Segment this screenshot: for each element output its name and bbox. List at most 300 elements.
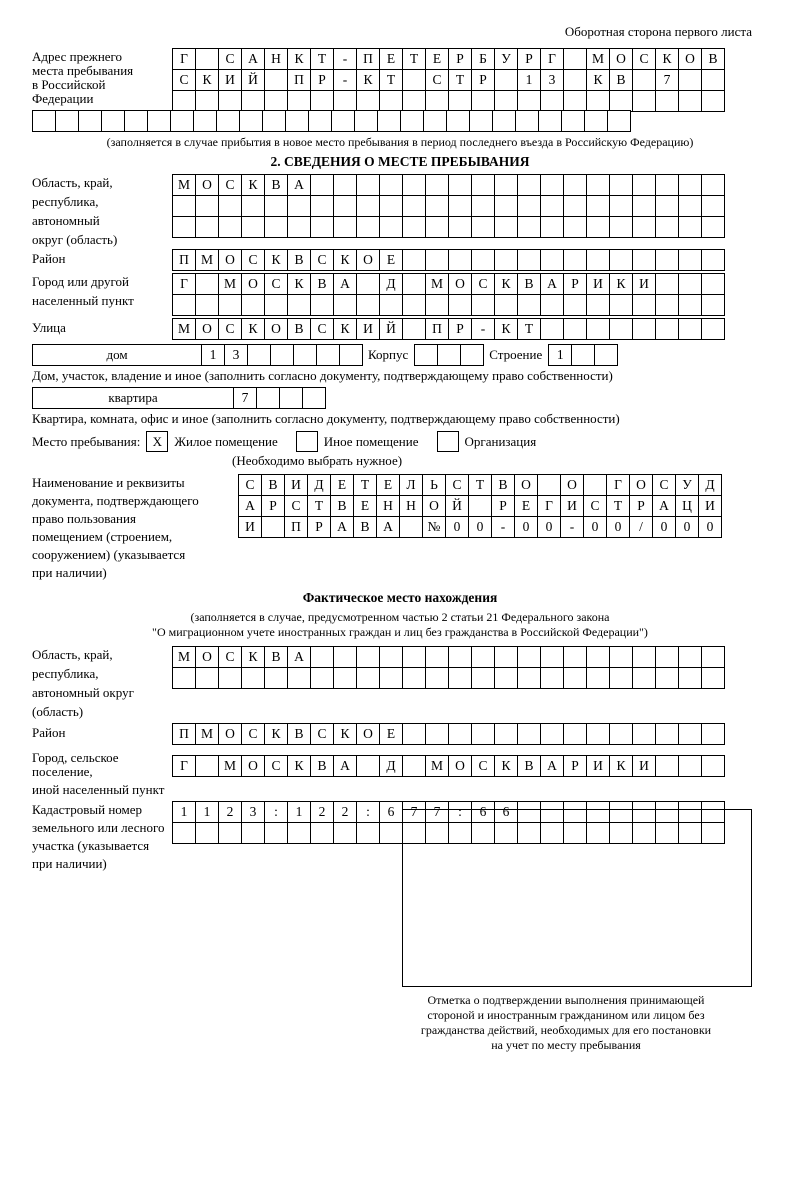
actual-region-cell-17[interactable] (563, 646, 587, 668)
cadastre-cell-6[interactable]: 2 (310, 801, 334, 823)
prev-address-cell-3[interactable] (241, 90, 265, 112)
region-cell-5[interactable] (287, 216, 311, 238)
region-cell-2[interactable] (218, 195, 242, 217)
actual-city-cell-21[interactable] (655, 755, 679, 777)
actual-region-cell-19[interactable] (609, 646, 633, 668)
prev-address-cell-22[interactable] (678, 69, 702, 91)
prev-address-cell-20[interactable] (632, 90, 656, 112)
district-cell-15[interactable] (517, 249, 541, 271)
region-cell-17[interactable] (563, 174, 587, 196)
cadastre-cell-0[interactable] (172, 822, 196, 844)
district-cell-9[interactable]: Е (379, 249, 403, 271)
prev-address-cell-15[interactable]: 1 (517, 69, 541, 91)
prev-address-cell-9[interactable]: Т (379, 69, 403, 91)
region-cell-13[interactable] (471, 216, 495, 238)
region-cell-8[interactable] (356, 216, 380, 238)
doc-cell-8[interactable]: Ь (422, 474, 446, 496)
actual-region-cell-15[interactable] (517, 667, 541, 689)
actual-city-cell-20[interactable]: И (632, 755, 656, 777)
prev-address-cell-17[interactable] (563, 48, 587, 70)
actual-city-cell-12[interactable]: О (448, 755, 472, 777)
doc-cell-18[interactable]: А (652, 495, 676, 517)
actual-district-cell-0[interactable]: П (172, 723, 196, 745)
city-cell-7[interactable]: А (333, 273, 357, 295)
prev-address-cell-22[interactable] (678, 90, 702, 112)
doc-cell-14[interactable]: И (560, 495, 584, 517)
city-cell-15[interactable] (517, 294, 541, 316)
actual-city-cell-16[interactable]: А (540, 755, 564, 777)
street-cell-2[interactable]: С (218, 318, 242, 340)
district-cell-0[interactable]: П (172, 249, 196, 271)
prev-address-cell-14[interactable] (494, 90, 518, 112)
city-cell-3[interactable] (241, 294, 265, 316)
prev-address-extra-cell-2[interactable] (78, 110, 102, 132)
actual-district-cell-17[interactable] (563, 723, 587, 745)
actual-city-cell-1[interactable] (195, 755, 219, 777)
prev-address-cell-7[interactable] (333, 90, 357, 112)
street-cell-0[interactable]: М (172, 318, 196, 340)
region-cell-15[interactable] (517, 216, 541, 238)
region-cell-0[interactable] (172, 216, 196, 238)
flat-cell-0[interactable]: 7 (233, 387, 257, 409)
cadastre-cell-13[interactable]: 6 (471, 801, 495, 823)
actual-district-cell-2[interactable]: О (218, 723, 242, 745)
region-cell-0[interactable]: М (172, 174, 196, 196)
region-cell-1[interactable] (195, 195, 219, 217)
doc-cell-14[interactable]: - (560, 516, 584, 538)
prev-address-cell-4[interactable]: Н (264, 48, 288, 70)
stroenie-cell-0[interactable]: 1 (548, 344, 572, 366)
actual-region-cell-3[interactable]: К (241, 646, 265, 668)
city-cell-17[interactable] (563, 294, 587, 316)
doc-cell-20[interactable]: Д (698, 474, 722, 496)
dom-cell-4[interactable] (293, 344, 317, 366)
doc-cell-8[interactable]: № (422, 516, 446, 538)
district-cell-21[interactable] (655, 249, 679, 271)
prev-address-cell-20[interactable] (632, 69, 656, 91)
actual-region-cell-19[interactable] (609, 667, 633, 689)
prev-address-cell-17[interactable] (563, 90, 587, 112)
street-cell-19[interactable] (609, 318, 633, 340)
actual-region-cell-20[interactable] (632, 667, 656, 689)
city-cell-14[interactable] (494, 294, 518, 316)
prev-address-cell-6[interactable] (310, 90, 334, 112)
street-cell-23[interactable] (701, 318, 725, 340)
actual-region-cell-11[interactable] (425, 646, 449, 668)
korpus-cell-0[interactable] (414, 344, 438, 366)
prev-address-cell-13[interactable] (471, 90, 495, 112)
prev-address-extra-cell-6[interactable] (170, 110, 194, 132)
prev-address-cell-2[interactable]: С (218, 48, 242, 70)
doc-cell-10[interactable] (468, 495, 492, 517)
region-cell-18[interactable] (586, 174, 610, 196)
district-cell-4[interactable]: К (264, 249, 288, 271)
prev-address-cell-16[interactable] (540, 90, 564, 112)
region-cell-21[interactable] (655, 174, 679, 196)
region-cell-12[interactable] (448, 195, 472, 217)
city-cell-4[interactable]: С (264, 273, 288, 295)
region-cell-23[interactable] (701, 174, 725, 196)
actual-city-cell-7[interactable]: А (333, 755, 357, 777)
cadastre-cell-1[interactable] (195, 822, 219, 844)
city-cell-12[interactable]: О (448, 273, 472, 295)
actual-region-cell-18[interactable] (586, 667, 610, 689)
region-cell-3[interactable]: К (241, 174, 265, 196)
doc-cell-6[interactable]: А (376, 516, 400, 538)
region-cell-10[interactable] (402, 195, 426, 217)
district-cell-19[interactable] (609, 249, 633, 271)
region-cell-9[interactable] (379, 195, 403, 217)
dom-cell-0[interactable]: 1 (201, 344, 225, 366)
cadastre-cell-4[interactable]: : (264, 801, 288, 823)
region-cell-20[interactable] (632, 174, 656, 196)
prev-address-extra-cell-25[interactable] (607, 110, 631, 132)
actual-district-cell-15[interactable] (517, 723, 541, 745)
actual-region-cell-12[interactable] (448, 646, 472, 668)
prev-address-cell-16[interactable]: Г (540, 48, 564, 70)
street-cell-1[interactable]: О (195, 318, 219, 340)
prev-address-cell-3[interactable]: А (241, 48, 265, 70)
prev-address-extra-cell-8[interactable] (216, 110, 240, 132)
doc-cell-0[interactable]: И (238, 516, 262, 538)
region-cell-6[interactable] (310, 174, 334, 196)
doc-cell-11[interactable]: В (491, 474, 515, 496)
city-cell-5[interactable] (287, 294, 311, 316)
city-cell-8[interactable] (356, 273, 380, 295)
city-cell-6[interactable]: В (310, 273, 334, 295)
prev-address-cell-3[interactable]: Й (241, 69, 265, 91)
cadastre-cell-8[interactable]: : (356, 801, 380, 823)
actual-district-cell-12[interactable] (448, 723, 472, 745)
city-cell-3[interactable]: О (241, 273, 265, 295)
korpus-cell-1[interactable] (437, 344, 461, 366)
prev-address-cell-6[interactable]: Р (310, 69, 334, 91)
prev-address-cell-20[interactable]: С (632, 48, 656, 70)
doc-cell-2[interactable]: П (284, 516, 308, 538)
cadastre-cell-4[interactable] (264, 822, 288, 844)
region-cell-1[interactable]: О (195, 174, 219, 196)
street-cell-9[interactable]: Й (379, 318, 403, 340)
region-cell-16[interactable] (540, 216, 564, 238)
doc-cell-13[interactable] (537, 474, 561, 496)
region-cell-11[interactable] (425, 174, 449, 196)
actual-region-cell-23[interactable] (701, 646, 725, 668)
doc-cell-15[interactable]: 0 (583, 516, 607, 538)
doc-cell-15[interactable]: С (583, 495, 607, 517)
region-cell-10[interactable] (402, 174, 426, 196)
city-cell-8[interactable] (356, 294, 380, 316)
city-cell-18[interactable]: И (586, 273, 610, 295)
prev-address-extra-cell-22[interactable] (538, 110, 562, 132)
doc-cell-2[interactable]: С (284, 495, 308, 517)
cadastre-cell-7[interactable] (333, 822, 357, 844)
region-cell-22[interactable] (678, 216, 702, 238)
doc-cell-12[interactable]: О (514, 474, 538, 496)
street-cell-5[interactable]: В (287, 318, 311, 340)
district-cell-16[interactable] (540, 249, 564, 271)
actual-district-cell-11[interactable] (425, 723, 449, 745)
region-cell-11[interactable] (425, 216, 449, 238)
actual-district-cell-7[interactable]: К (333, 723, 357, 745)
doc-cell-20[interactable]: И (698, 495, 722, 517)
city-cell-11[interactable] (425, 294, 449, 316)
region-cell-4[interactable] (264, 216, 288, 238)
prev-address-cell-19[interactable] (609, 90, 633, 112)
actual-city-cell-19[interactable]: К (609, 755, 633, 777)
dom-cell-6[interactable] (339, 344, 363, 366)
cadastre-cell-2[interactable] (218, 822, 242, 844)
region-cell-8[interactable] (356, 174, 380, 196)
actual-district-cell-23[interactable] (701, 723, 725, 745)
actual-region-cell-20[interactable] (632, 646, 656, 668)
prev-address-extra-cell-24[interactable] (584, 110, 608, 132)
prev-address-extra-cell-3[interactable] (101, 110, 125, 132)
actual-region-cell-16[interactable] (540, 667, 564, 689)
doc-cell-12[interactable]: Е (514, 495, 538, 517)
region-cell-1[interactable] (195, 216, 219, 238)
prev-address-cell-23[interactable]: В (701, 48, 725, 70)
city-cell-1[interactable] (195, 294, 219, 316)
region-cell-6[interactable] (310, 216, 334, 238)
prev-address-cell-18[interactable]: К (586, 69, 610, 91)
actual-region-cell-7[interactable] (333, 646, 357, 668)
street-cell-14[interactable]: К (494, 318, 518, 340)
checkbox-zhiloe[interactable]: X (146, 431, 168, 452)
district-cell-5[interactable]: В (287, 249, 311, 271)
actual-region-cell-1[interactable] (195, 667, 219, 689)
doc-cell-10[interactable]: 0 (468, 516, 492, 538)
city-cell-13[interactable]: С (471, 273, 495, 295)
actual-region-cell-22[interactable] (678, 646, 702, 668)
prev-address-cell-11[interactable] (425, 90, 449, 112)
korpus-cell-2[interactable] (460, 344, 484, 366)
region-cell-12[interactable] (448, 216, 472, 238)
actual-city-cell-10[interactable] (402, 755, 426, 777)
city-cell-0[interactable]: Г (172, 273, 196, 295)
doc-cell-19[interactable]: У (675, 474, 699, 496)
actual-district-cell-21[interactable] (655, 723, 679, 745)
cadastre-cell-12[interactable]: : (448, 801, 472, 823)
region-cell-4[interactable] (264, 195, 288, 217)
district-cell-13[interactable] (471, 249, 495, 271)
doc-cell-13[interactable]: Г (537, 495, 561, 517)
doc-cell-19[interactable]: 0 (675, 516, 699, 538)
doc-cell-10[interactable]: Т (468, 474, 492, 496)
doc-cell-3[interactable]: Р (307, 516, 331, 538)
cadastre-cell-8[interactable] (356, 822, 380, 844)
actual-region-cell-13[interactable] (471, 667, 495, 689)
actual-city-cell-14[interactable]: К (494, 755, 518, 777)
city-cell-19[interactable] (609, 294, 633, 316)
prev-address-cell-13[interactable]: Р (471, 69, 495, 91)
doc-cell-9[interactable]: 0 (445, 516, 469, 538)
region-cell-18[interactable] (586, 195, 610, 217)
actual-district-cell-4[interactable]: К (264, 723, 288, 745)
prev-address-extra-cell-14[interactable] (354, 110, 378, 132)
street-cell-15[interactable]: Т (517, 318, 541, 340)
actual-region-cell-18[interactable] (586, 646, 610, 668)
doc-cell-9[interactable]: Й (445, 495, 469, 517)
prev-address-cell-5[interactable] (287, 90, 311, 112)
cadastre-cell-11[interactable]: 7 (425, 801, 449, 823)
actual-city-cell-15[interactable]: В (517, 755, 541, 777)
doc-cell-17[interactable]: / (629, 516, 653, 538)
doc-cell-12[interactable]: 0 (514, 516, 538, 538)
actual-region-cell-5[interactable] (287, 667, 311, 689)
district-cell-8[interactable]: О (356, 249, 380, 271)
region-cell-10[interactable] (402, 216, 426, 238)
actual-region-cell-15[interactable] (517, 646, 541, 668)
district-cell-3[interactable]: С (241, 249, 265, 271)
city-cell-19[interactable]: К (609, 273, 633, 295)
region-cell-22[interactable] (678, 174, 702, 196)
city-cell-10[interactable] (402, 294, 426, 316)
actual-region-cell-12[interactable] (448, 667, 472, 689)
district-cell-6[interactable]: С (310, 249, 334, 271)
prev-address-extra-cell-13[interactable] (331, 110, 355, 132)
doc-cell-18[interactable]: С (652, 474, 676, 496)
actual-region-cell-5[interactable]: А (287, 646, 311, 668)
doc-cell-16[interactable]: Г (606, 474, 630, 496)
actual-district-cell-18[interactable] (586, 723, 610, 745)
city-cell-15[interactable]: В (517, 273, 541, 295)
prev-address-cell-14[interactable]: У (494, 48, 518, 70)
prev-address-extra-cell-7[interactable] (193, 110, 217, 132)
prev-address-extra-cell-5[interactable] (147, 110, 171, 132)
street-cell-12[interactable]: Р (448, 318, 472, 340)
actual-region-cell-8[interactable] (356, 646, 380, 668)
city-cell-9[interactable]: Д (379, 273, 403, 295)
prev-address-extra-cell-17[interactable] (423, 110, 447, 132)
region-cell-0[interactable] (172, 195, 196, 217)
prev-address-cell-21[interactable] (655, 90, 679, 112)
actual-region-cell-10[interactable] (402, 667, 426, 689)
city-cell-22[interactable] (678, 273, 702, 295)
region-cell-16[interactable] (540, 195, 564, 217)
district-cell-7[interactable]: К (333, 249, 357, 271)
prev-address-cell-4[interactable] (264, 90, 288, 112)
actual-region-cell-22[interactable] (678, 667, 702, 689)
street-cell-7[interactable]: К (333, 318, 357, 340)
prev-address-extra-cell-19[interactable] (469, 110, 493, 132)
region-cell-13[interactable] (471, 174, 495, 196)
cadastre-cell-1[interactable]: 1 (195, 801, 219, 823)
district-cell-17[interactable] (563, 249, 587, 271)
prev-address-extra-cell-4[interactable] (124, 110, 148, 132)
region-cell-14[interactable] (494, 195, 518, 217)
doc-cell-6[interactable]: Н (376, 495, 400, 517)
region-cell-11[interactable] (425, 195, 449, 217)
city-cell-7[interactable] (333, 294, 357, 316)
doc-cell-4[interactable]: В (330, 495, 354, 517)
region-cell-20[interactable] (632, 195, 656, 217)
doc-cell-11[interactable]: Р (491, 495, 515, 517)
region-cell-14[interactable] (494, 216, 518, 238)
prev-address-cell-12[interactable]: Т (448, 69, 472, 91)
actual-region-cell-1[interactable]: О (195, 646, 219, 668)
actual-city-cell-0[interactable]: Г (172, 755, 196, 777)
prev-address-cell-22[interactable]: О (678, 48, 702, 70)
prev-address-cell-1[interactable] (195, 48, 219, 70)
city-cell-12[interactable] (448, 294, 472, 316)
prev-address-cell-6[interactable]: Т (310, 48, 334, 70)
region-cell-5[interactable] (287, 195, 311, 217)
region-cell-2[interactable] (218, 216, 242, 238)
doc-cell-11[interactable]: - (491, 516, 515, 538)
prev-address-extra-cell-15[interactable] (377, 110, 401, 132)
region-cell-19[interactable] (609, 174, 633, 196)
street-cell-6[interactable]: С (310, 318, 334, 340)
actual-region-cell-4[interactable]: В (264, 646, 288, 668)
prev-address-cell-7[interactable]: - (333, 48, 357, 70)
actual-region-cell-2[interactable] (218, 667, 242, 689)
doc-cell-7[interactable] (399, 516, 423, 538)
city-cell-20[interactable]: И (632, 273, 656, 295)
region-cell-8[interactable] (356, 195, 380, 217)
city-cell-13[interactable] (471, 294, 495, 316)
actual-region-cell-21[interactable] (655, 667, 679, 689)
cadastre-cell-3[interactable]: 3 (241, 801, 265, 823)
actual-region-cell-11[interactable] (425, 667, 449, 689)
actual-city-cell-11[interactable]: М (425, 755, 449, 777)
city-cell-18[interactable] (586, 294, 610, 316)
region-cell-5[interactable]: А (287, 174, 311, 196)
prev-address-cell-8[interactable]: П (356, 48, 380, 70)
prev-address-extra-cell-9[interactable] (239, 110, 263, 132)
actual-district-cell-16[interactable] (540, 723, 564, 745)
prev-address-extra-cell-0[interactable] (32, 110, 56, 132)
actual-district-cell-13[interactable] (471, 723, 495, 745)
actual-district-cell-20[interactable] (632, 723, 656, 745)
stamp-box[interactable] (402, 809, 752, 987)
district-cell-22[interactable] (678, 249, 702, 271)
city-cell-14[interactable]: К (494, 273, 518, 295)
region-cell-7[interactable] (333, 174, 357, 196)
doc-cell-6[interactable]: Е (376, 474, 400, 496)
city-cell-11[interactable]: М (425, 273, 449, 295)
street-cell-3[interactable]: К (241, 318, 265, 340)
district-cell-23[interactable] (701, 249, 725, 271)
actual-region-cell-10[interactable] (402, 646, 426, 668)
city-cell-9[interactable] (379, 294, 403, 316)
region-cell-15[interactable] (517, 174, 541, 196)
doc-cell-9[interactable]: С (445, 474, 469, 496)
actual-region-cell-23[interactable] (701, 667, 725, 689)
actual-region-cell-21[interactable] (655, 646, 679, 668)
actual-city-cell-6[interactable]: В (310, 755, 334, 777)
prev-address-extra-cell-23[interactable] (561, 110, 585, 132)
actual-region-cell-0[interactable]: М (172, 646, 196, 668)
dom-cell-2[interactable] (247, 344, 271, 366)
doc-cell-15[interactable] (583, 474, 607, 496)
doc-cell-0[interactable]: А (238, 495, 262, 517)
region-cell-13[interactable] (471, 195, 495, 217)
cadastre-cell-3[interactable] (241, 822, 265, 844)
prev-address-cell-19[interactable]: В (609, 69, 633, 91)
prev-address-cell-7[interactable]: - (333, 69, 357, 91)
prev-address-cell-15[interactable] (517, 90, 541, 112)
prev-address-extra-cell-1[interactable] (55, 110, 79, 132)
prev-address-cell-21[interactable]: К (655, 48, 679, 70)
prev-address-cell-8[interactable]: К (356, 69, 380, 91)
actual-district-cell-22[interactable] (678, 723, 702, 745)
doc-cell-1[interactable]: В (261, 474, 285, 496)
cadastre-cell-9[interactable]: 6 (379, 801, 403, 823)
prev-address-cell-1[interactable]: К (195, 69, 219, 91)
actual-region-cell-0[interactable] (172, 667, 196, 689)
prev-address-extra-cell-10[interactable] (262, 110, 286, 132)
prev-address-cell-12[interactable] (448, 90, 472, 112)
